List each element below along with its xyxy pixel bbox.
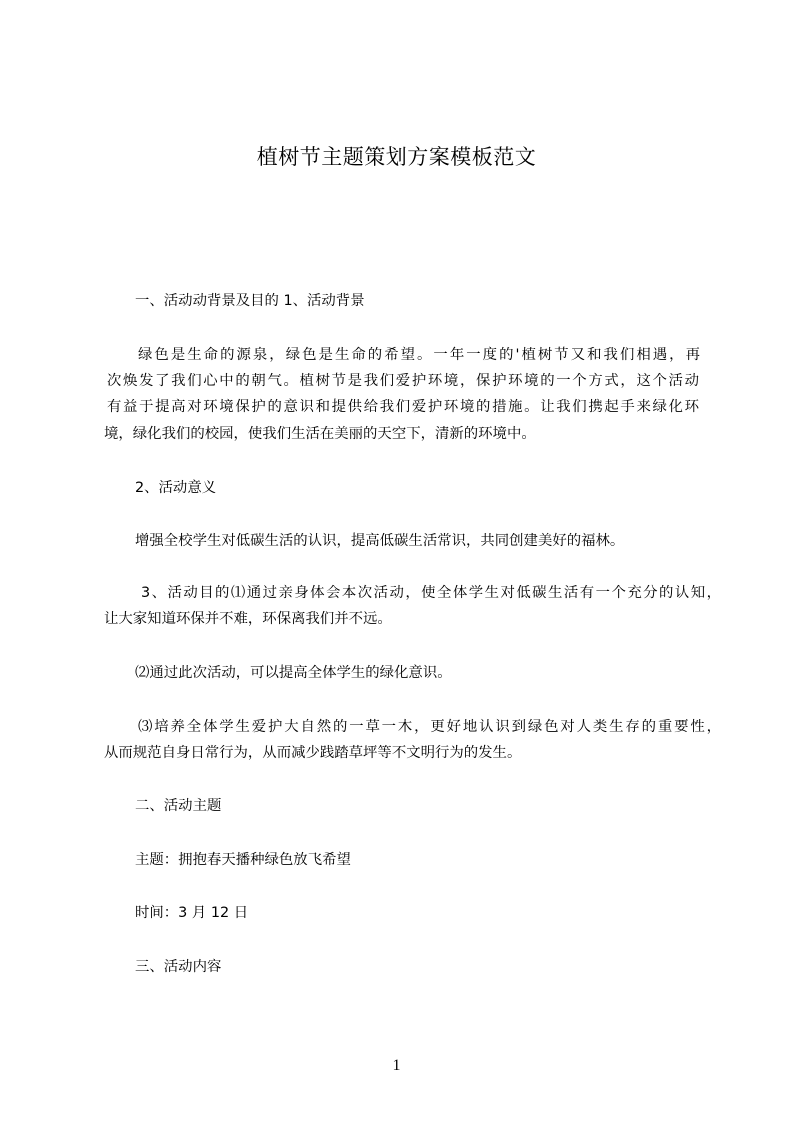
theme-line: 主题：拥抱春天播种绿色放飞希望	[135, 852, 351, 868]
section-heading-theme: 二、活动主题	[135, 798, 222, 814]
paragraph-line: 境，绿化我们的校园，使我们生活在美丽的天空下，清新的环境中。	[104, 426, 536, 442]
paragraph-line: ⑶培养全体学生爱护大自然的一草一木，更好地认识到绿色对人类生存的重要性，	[138, 719, 721, 735]
paragraph-line: 让大家知道环保并不难，环保离我们并不远。	[104, 611, 392, 627]
paragraph-line: 3、活动目的⑴通过亲身体会本次活动，使全体学生对低碳生活有一个充分的认知，	[141, 585, 721, 601]
paragraph-line: 次焕发了我们心中的朝气。植树节是我们爱护环境，保护环境的一个方式，这个活动	[107, 373, 699, 389]
page-number: 1	[392, 1057, 401, 1074]
document-title: 植树节主题策划方案模板范文	[256, 145, 537, 169]
paragraph-line: 增强全校学生对低碳生活的认识，提高低碳生活常识，共同创建美好的福林。	[135, 533, 625, 549]
time-line: 时间：3 月 12 日	[135, 905, 249, 921]
paragraph-line: 有益于提高对环境保护的意识和提供给我们爱护环境的措施。让我们携起手来绿化环	[107, 399, 699, 415]
section-heading-content: 三、活动内容	[135, 959, 222, 975]
paragraph-line: ⑵通过此次活动，可以提高全体学生的绿化意识。	[135, 665, 452, 681]
paragraph-line: 从而规范自身日常行为，从而减少践踏草坪等不文明行为的发生。	[104, 745, 522, 761]
section-heading-background: 一、活动动背景及目的 1、活动背景	[135, 293, 365, 309]
section-heading-significance: 2、活动意义	[135, 480, 217, 496]
paragraph-line: 绿色是生命的源泉，绿色是生命的希望。一年一度的'植树节又和我们相遇，再	[138, 347, 700, 363]
